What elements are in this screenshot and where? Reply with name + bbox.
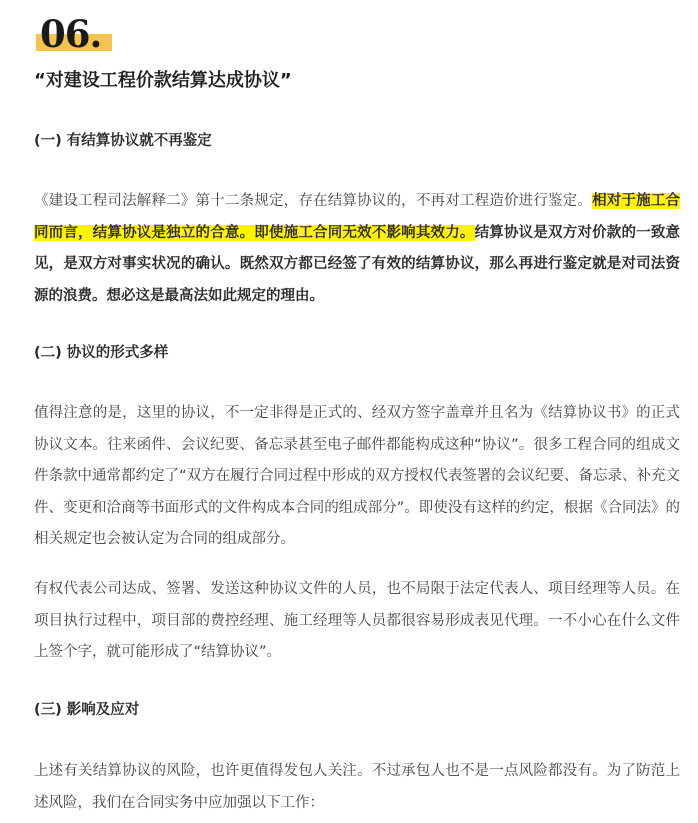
section-number-badge bbox=[34, 12, 112, 56]
paragraph-1-plain: 《建设工程司法解释二》第十二条规定，存在结算协议的，不再对工程造价进行鉴定。 bbox=[34, 193, 593, 209]
section-heading-2: (二) 协议的形式多样 bbox=[34, 345, 169, 361]
paragraph-3: 有权代表公司达成、签署、发送这种协议文件的人员，也不局限于法定代表人、项目经理等人员。在项目执行过程中，项目部的费控经理、施工经理等人员都很容易形成表见代理。一不小心在什么文件上签个字，就可能形成了“结算协议”。 bbox=[34, 581, 680, 660]
section-heading-1: (一) 有结算协议就不再鉴定 bbox=[34, 133, 212, 149]
section-number: 06. bbox=[40, 12, 102, 56]
article-title: “对建设工程价款结算达成协议” bbox=[34, 70, 292, 91]
paragraph-4: 上述有关结算协议的风险，也许更值得发包人关注。不过承包人也不是一点风险都没有。为了防范上述风险，我们在合同实务中应加强以下工作： bbox=[34, 763, 680, 811]
paragraph-1-bold: 结算协议是双方对价款的一致意见，是双方对事实状况的确认。既然双方都已经签了有效的结算协议，那么再进行鉴定就是对司法资源的浪费。想必这是最高法如此规定的理由。 bbox=[34, 224, 681, 304]
paragraph-1 bbox=[34, 186, 680, 312]
paragraph-1-highlight: 相对于施工合同而言，结算协议是独立的合意。即使施工合同无效不影响其效力。 bbox=[34, 193, 681, 241]
paragraph-2: 值得注意的是，这里的协议，不一定非得是正式的、经双方签字盖章并且名为《结算协议书》的正式协议文本。往来函件、会议纪要、备忘录甚至电子邮件都能构成这种“协议”。很多工程合同的组成文件条款中通常都约定了“双方在履行合同过程中形成的双方授权代表签署的会议纪要、备忘录、补充文件、变更和洽商等书面形式的文件构成本合同的组成部分”。即使没有这样的约定，根据《合同法》的相关规定也会被认定为合同的组成部分。 bbox=[34, 405, 680, 547]
section-heading-3: (三) 影响及应对 bbox=[34, 702, 140, 718]
